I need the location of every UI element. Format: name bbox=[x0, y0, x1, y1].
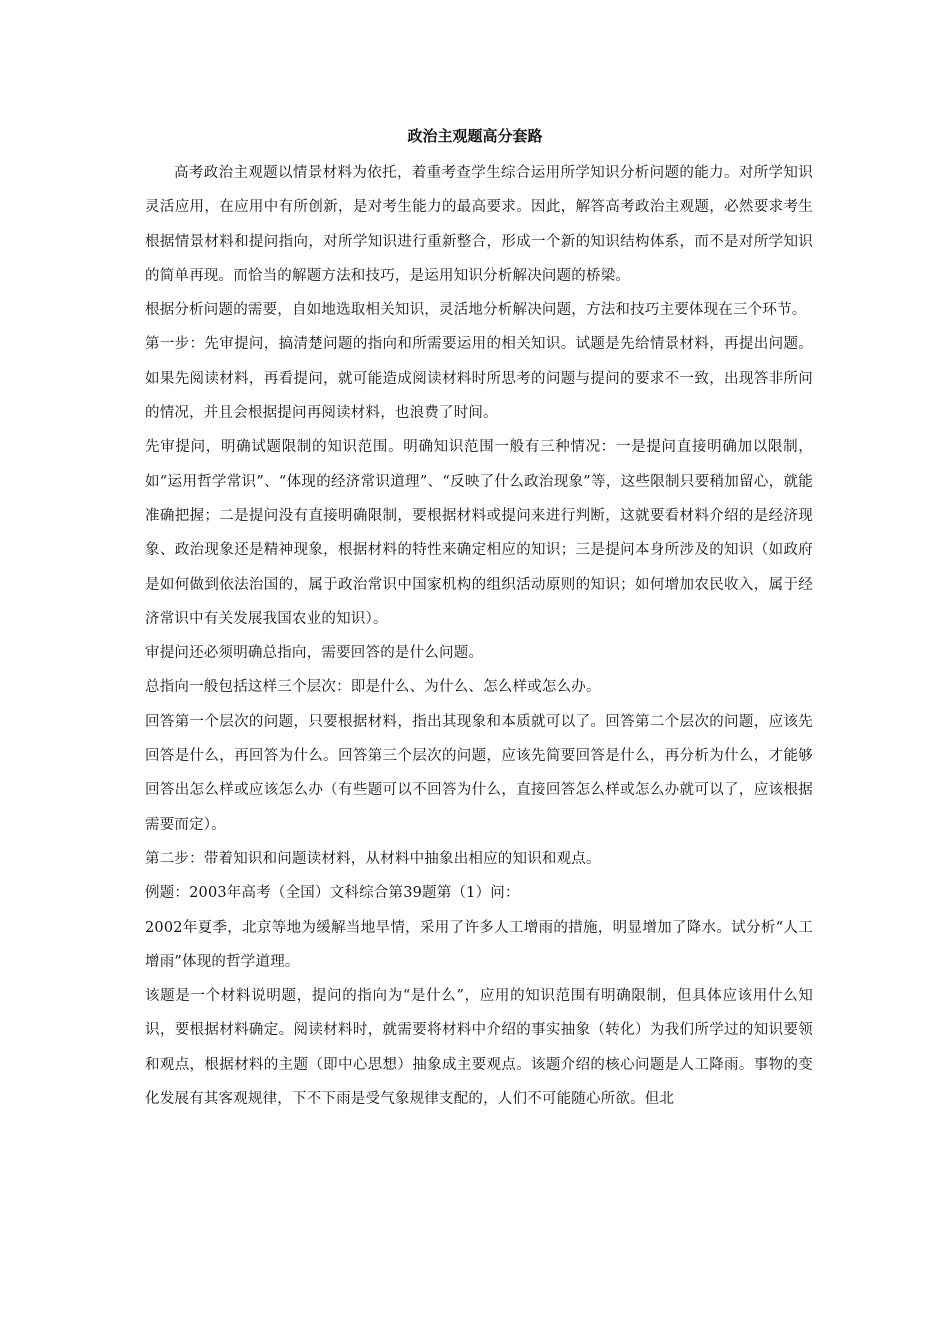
paragraph-step-two: 第二步：带着知识和问题读材料，从材料中抽象出相应的知识和观点。 bbox=[145, 850, 601, 867]
paragraph-intro: 高考政治主观题以情景材料为依托，着重考查学生综合运用所学知识分析问题的能力。对所学知识灵活应用，在应用中有所创新，是对考生能力的最高要求。因此，解答高考政治主观题，必然要求考生根据情景材料和提问指向，对所学知识进行重新整合，形成一个新的知识结构体系，而不是对所学知识的简单再现。而恰当的解题方法和技巧，是运用知识分析解决问题的桥梁。 bbox=[145, 165, 813, 284]
paragraph-step-one: 第一步：先审提问，搞清楚问题的指向和所需要运用的相关知识。试题是先给情景材料，再提出问题。如果先阅读材料，再看提问，就可能造成阅读材料时所思考的问题与提问的要求不一致，出现答非所问的情况，并且会根据提问再阅读材料，也浪费了时间。 bbox=[145, 336, 813, 422]
document-body bbox=[145, 156, 813, 1116]
document-title: 政治主观题高分套路 bbox=[407, 127, 543, 145]
paragraph-three-steps: 根据分析问题的需要，自如地选取相关知识，灵活地分析解决问题，方法和技巧主要体现在三个环节。 bbox=[145, 302, 807, 319]
paragraph-overall-direction: 审提问还必须明确总指向，需要回答的是什么问题。 bbox=[145, 645, 484, 662]
paragraph-three-levels: 总指向一般包括这样三个层次：即是什么、为什么、怎么样或怎么办。 bbox=[145, 679, 601, 696]
paragraph-example-heading: 例题：2003年高考（全国）文科综合第39题第（1）问： bbox=[145, 885, 520, 902]
paragraph-example-analysis: 该题是一个材料说明题，提问的指向为“是什么”，应用的知识范围有明确限制，但具体应该用什么知识，要根据材料确定。阅读材料时，就需要将材料中介绍的事实抽象（转化）为我们所学过的知识要领和观点，根据材料的主题（即中心思想）抽象成主要观点。该题介绍的核心问题是人工降雨。事物的变化发展有其客观规律，下不下雨是受气象规律支配的，人们不可能随心所欲。但北 bbox=[145, 988, 813, 1108]
paragraph-example-question: 2002年夏季，北京等地为缓解当地旱情，采用了许多人工增雨的措施，明显增加了降水。试分析“人工增雨”体现的哲学道理。 bbox=[145, 919, 813, 970]
paragraph-knowledge-scope: 先审提问，明确试题限制的知识范围。明确知识范围一般有三种情况：一是提问直接明确加以限制，如“运用哲学常识”、“体现的经济常识道理”、“反映了什么政治现象”等，这些限制只要稍加留心，就能准确把握；二是提问没有直接明确限制，要根据材料或提问来进行判断，这就要看材料介绍的是经济现象、政治现象还是精神现象，根据材料的特性来确定相应的知识；三是提问本身所涉及的知识（如政府是如何做到依法治国的，属于政治常识中国家机构的组织活动原则的知识；如何增加农民收入，属于经济常识中有关发展我国农业的知识）。 bbox=[145, 439, 813, 627]
paragraph-answer-levels: 回答第一个层次的问题，只要根据材料，指出其现象和本质就可以了。回答第二个层次的问题，应该先回答是什么，再回答为什么。回答第三个层次的问题，应该先简要回答是什么，再分析为什么，才能够回答出怎么样或应该怎么办（有些题可以不回答为什么，直接回答怎么样或怎么办就可以了，应该根据需要而定）。 bbox=[145, 713, 813, 833]
